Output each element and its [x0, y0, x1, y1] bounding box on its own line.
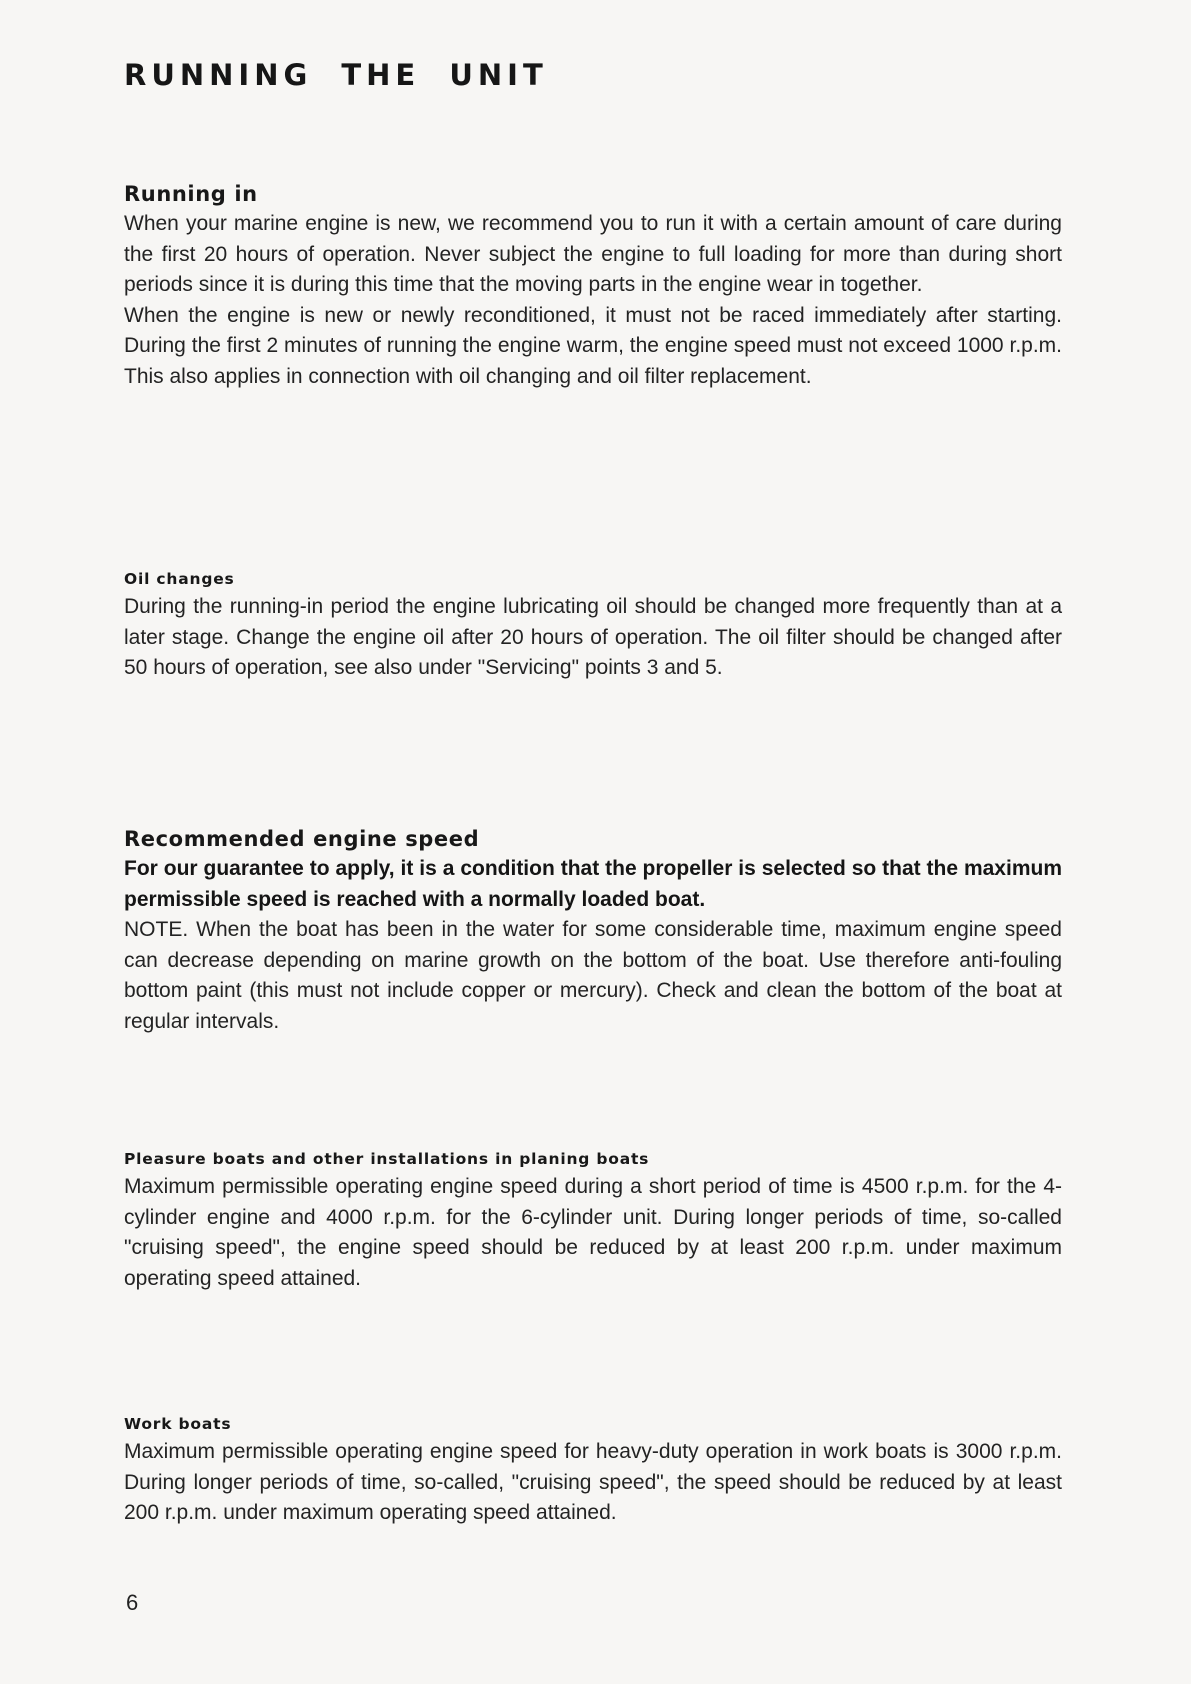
paragraph: Maximum permissible operating engine speed during a short period of time is 4500 r.p.m. for the 4-cylinder engine and 4000 r.p.m. for the 6-cylinder unit. During longer periods of time, so-called "cruising speed", the engine speed should be reduced by at least 200 r.p.m. under maximum operating speed attained.	[124, 1175, 1062, 1290]
paragraph: During the running-in period the engine lubricating oil should be changed more frequently than at a later stage. Change the engine oil after 20 hours of operation. The oil filter should be changed after 50 hours of operation, see also under "Servicing" points 3 and 5.	[124, 595, 1062, 679]
section-heading: Running in	[124, 182, 258, 206]
section-pleasure-boats	[124, 1148, 1062, 1294]
section-heading: Pleasure boats and other installations in planing boats	[124, 1150, 650, 1168]
paragraph: NOTE. When the boat has been in the water for some considerable time, maximum engine speed can decrease depending on marine growth on the bottom of the boat. Use therefore anti-fouling bottom paint (this must not include copper or mercury). Check and clean the bottom of the boat at regular intervals.	[124, 918, 1062, 1033]
section-heading: Work boats	[124, 1415, 232, 1433]
paragraph: When your marine engine is new, we recommend you to run it with a certain amount of care during the first 20 hours of operation. Never subject the engine to full loading for more than during short periods since it is during this time that the moving parts in the engine wear in together.	[124, 212, 1062, 296]
page-number: 6	[126, 1590, 139, 1615]
section-recommended-engine-speed	[124, 826, 1062, 1037]
section-heading: Recommended engine speed	[124, 827, 480, 851]
paragraph: When the engine is new or newly reconditioned, it must not be raced immediately after starting. During the first 2 minutes of running the engine warm, the engine speed must not exceed 1000 r.p.m. This also applies in connection with oil changing and oil filter replacement.	[124, 303, 1062, 388]
paragraph: Maximum permissible operating engine speed for heavy-duty operation in work boats is 3000 r.p.m. During longer periods of time, so-called, "cruising speed", the speed should be reduced by at least 200 r.p.m. under maximum operating speed attained.	[124, 1440, 1062, 1524]
page-title: RUNNING THE UNIT	[124, 58, 548, 92]
guarantee-condition: For our guarantee to apply, it is a condition that the propeller is selected so that the maximum permissible speed is reached with a normally loaded boat.	[124, 857, 1062, 911]
section-oil-changes	[124, 568, 1062, 684]
section-work-boats	[124, 1413, 1062, 1529]
section-running-in	[124, 181, 1062, 392]
section-heading: Oil changes	[124, 570, 235, 588]
